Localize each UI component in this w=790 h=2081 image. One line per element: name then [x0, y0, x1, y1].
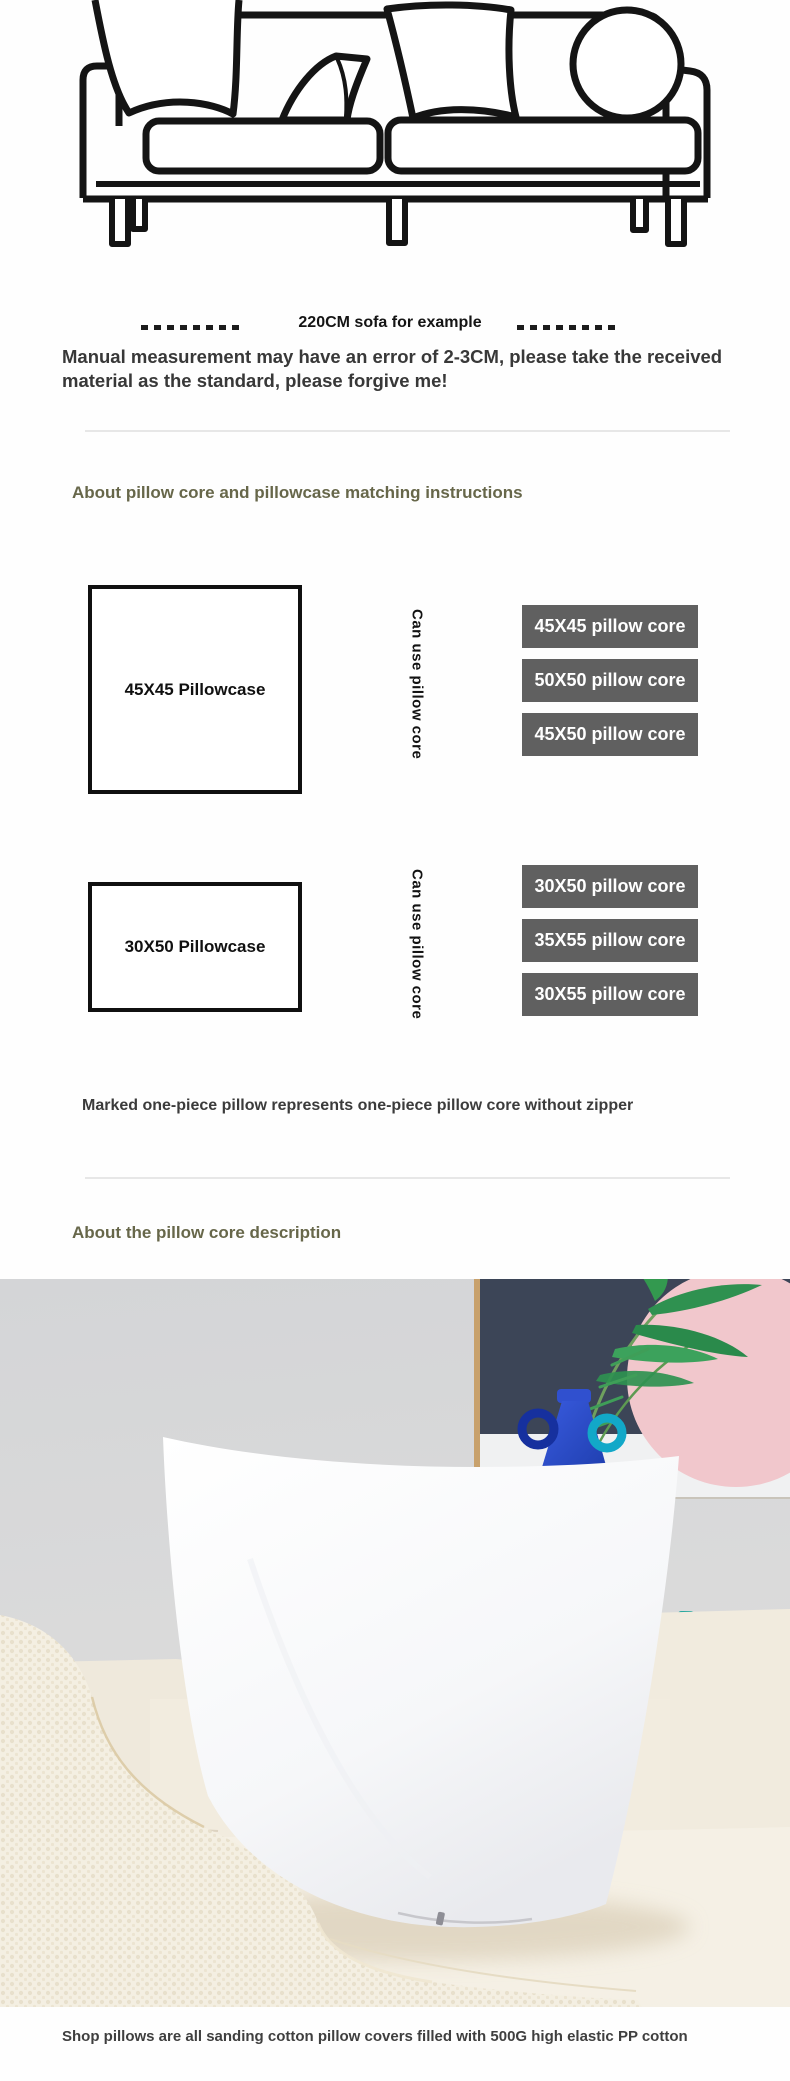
one-piece-note: Marked one-piece pillow represents one-piece pillow core without zipper: [82, 1097, 634, 1114]
core-option-30x50: 30X50 pillow core: [522, 865, 698, 908]
core-option-45x45: 45X45 pillow core: [522, 605, 698, 648]
core-option-45x50: 45X50 pillow core: [522, 713, 698, 756]
pillowcase-box-30x50: [88, 882, 302, 1012]
dashed-rule-right: [517, 325, 615, 330]
sofa-example-caption: 220CM sofa for example: [298, 314, 482, 331]
core-option-35x55: 35X55 pillow core: [522, 919, 698, 962]
pillowcase-box-label: 45X45 Pillowcase: [124, 679, 266, 699]
core-option-30x55: 30X55 pillow core: [522, 973, 698, 1016]
can-use-connector-2: Can use pillow core: [408, 868, 426, 1020]
can-use-connector-1: Can use pillow core: [408, 608, 426, 760]
section-divider: [85, 430, 730, 432]
matching-section-heading: About pillow core and pillowcase matching instructions: [72, 483, 523, 502]
measurement-note: Manual measurement may have an error of 2-3CM, please take the received material as the standard, please forgive me!: [62, 346, 723, 392]
pillow-core-photo: [0, 1279, 790, 2007]
photo-scene: [0, 1279, 790, 2007]
pillowcase-box-label: 30X50 Pillowcase: [124, 937, 266, 956]
core-section-heading: About the pillow core description: [72, 1223, 342, 1242]
core-option-50x50: 50X50 pillow core: [522, 659, 698, 702]
dashed-rule-left: [141, 325, 239, 330]
sofa-line-drawing: [0, 0, 790, 250]
pillowcase-box-45x45: [88, 585, 302, 794]
photo-caption: Shop pillows are all sanding cotton pillow covers filled with 500G high elastic PP cotton: [62, 2028, 688, 2045]
section-divider: [85, 1177, 730, 1179]
